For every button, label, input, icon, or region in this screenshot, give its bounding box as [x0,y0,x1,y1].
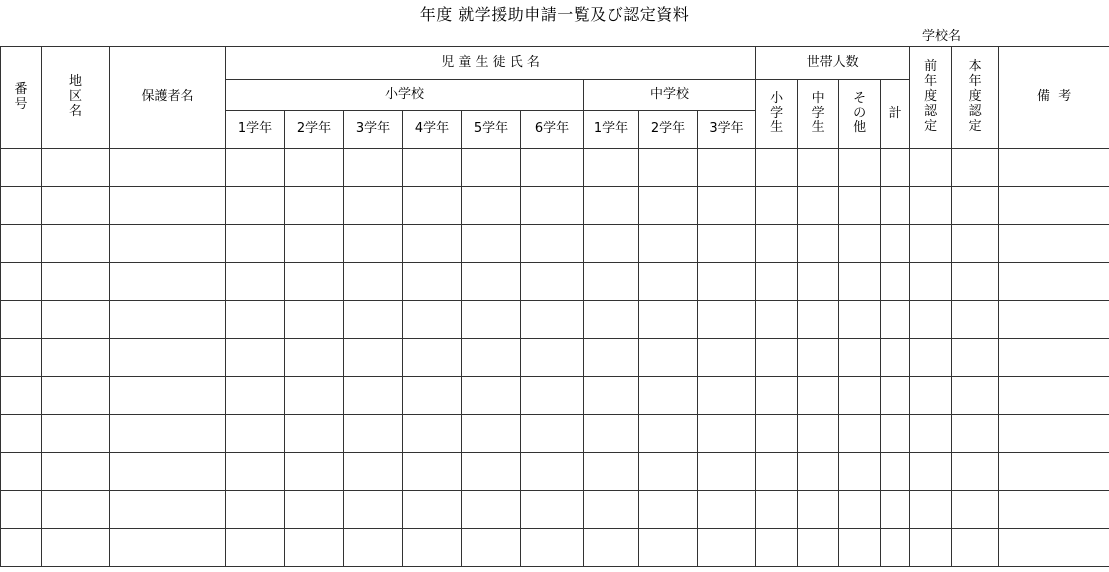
table-cell[interactable] [952,263,999,301]
header-elementary: 小学校 [226,80,584,111]
table-cell[interactable] [839,225,881,263]
table-cell[interactable] [881,187,910,225]
header-hh-junior-high: 中 学 生 [798,80,839,149]
table-cell[interactable] [462,415,521,453]
table-cell[interactable] [110,339,226,377]
table-cell[interactable] [952,339,999,377]
table-cell[interactable] [344,263,403,301]
table-cell[interactable] [1,225,42,263]
table-cell[interactable] [344,529,403,567]
table-cell[interactable] [584,491,639,529]
table-cell[interactable] [462,491,521,529]
table-cell[interactable] [285,453,344,491]
table-cell[interactable] [285,263,344,301]
table-cell[interactable] [110,263,226,301]
table-cell[interactable] [910,377,952,415]
table-cell[interactable] [698,149,756,187]
header-elem-grade-5: 5学年 [462,111,521,149]
table-cell[interactable] [798,225,839,263]
table-cell[interactable] [521,225,584,263]
table-cell[interactable] [521,263,584,301]
table-cell[interactable] [756,263,798,301]
table-cell[interactable] [403,491,462,529]
header-elem-grade-2: 2学年 [285,111,344,149]
table-cell[interactable] [798,149,839,187]
table-row [1,491,1109,529]
table-cell[interactable] [756,453,798,491]
table-cell[interactable] [285,491,344,529]
table-cell[interactable] [756,149,798,187]
table-row [1,339,1109,377]
table-cell[interactable] [403,263,462,301]
table-cell[interactable] [462,187,521,225]
table-cell[interactable] [798,187,839,225]
table-cell[interactable] [756,491,798,529]
table-row [1,301,1109,339]
table-cell[interactable] [584,339,639,377]
table-cell[interactable] [698,377,756,415]
table-cell[interactable] [226,263,285,301]
table-cell[interactable] [285,529,344,567]
table-cell[interactable] [999,225,1109,263]
table-cell[interactable] [639,529,698,567]
table-cell[interactable] [584,453,639,491]
table-cell[interactable] [756,529,798,567]
table-cell[interactable] [798,529,839,567]
table-cell[interactable] [1,149,42,187]
table-cell[interactable] [584,225,639,263]
table-cell[interactable] [910,263,952,301]
table-cell[interactable] [285,339,344,377]
table-cell[interactable] [42,491,110,529]
table-row [1,149,1109,187]
table-cell[interactable] [639,149,698,187]
table-cell[interactable] [698,491,756,529]
table-cell[interactable] [110,225,226,263]
table-cell[interactable] [881,491,910,529]
table-cell[interactable] [462,225,521,263]
table-cell[interactable] [881,377,910,415]
table-cell[interactable] [226,529,285,567]
table-cell[interactable] [698,415,756,453]
table-cell[interactable] [110,453,226,491]
table-cell[interactable] [403,339,462,377]
table-cell[interactable] [910,415,952,453]
table-cell[interactable] [839,491,881,529]
table-cell[interactable] [698,187,756,225]
table-cell[interactable] [403,225,462,263]
table-cell[interactable] [910,529,952,567]
table-cell[interactable] [110,187,226,225]
table-cell[interactable] [344,415,403,453]
table-cell[interactable] [226,225,285,263]
table-cell[interactable] [839,415,881,453]
table-cell[interactable] [110,491,226,529]
table-row [1,225,1109,263]
header-hh-total: 計 [881,80,910,149]
table-cell[interactable] [344,225,403,263]
table-cell[interactable] [285,301,344,339]
table-cell[interactable] [999,415,1109,453]
table-cell[interactable] [910,149,952,187]
header-prev-year: 前 年 度 認 定 [910,47,952,149]
table-cell[interactable] [462,263,521,301]
table-cell[interactable] [521,339,584,377]
table-cell[interactable] [698,225,756,263]
table-row [1,453,1109,491]
table-cell[interactable] [226,187,285,225]
table-cell[interactable] [584,529,639,567]
table-cell[interactable] [698,301,756,339]
header-student-name: 児 童 生 徒 氏 名 [226,47,756,80]
header-elem-grade-1: 1学年 [226,111,285,149]
table-cell[interactable] [999,453,1109,491]
table-cell[interactable] [226,491,285,529]
table-cell[interactable] [698,339,756,377]
table-cell[interactable] [462,339,521,377]
table-cell[interactable] [910,453,952,491]
table-cell[interactable] [881,529,910,567]
table-cell[interactable] [1,339,42,377]
header-remarks: 備 考 [999,47,1109,149]
page-title: 年度 就学援助申請一覧及び認定資料 [419,5,690,24]
table-cell[interactable] [1,453,42,491]
header-junior-high: 中学校 [584,80,756,111]
table-cell[interactable] [639,377,698,415]
table-cell[interactable] [226,453,285,491]
table-cell[interactable] [910,491,952,529]
header-elem-grade-4: 4学年 [403,111,462,149]
table-cell[interactable] [839,339,881,377]
table-cell[interactable] [344,149,403,187]
table-cell[interactable] [881,225,910,263]
table-cell[interactable] [226,415,285,453]
table-cell[interactable] [839,301,881,339]
table-cell[interactable] [584,263,639,301]
table-cell[interactable] [999,263,1109,301]
table-cell[interactable] [639,339,698,377]
header-elem-grade-3: 3学年 [344,111,403,149]
table-cell[interactable] [403,187,462,225]
header-jh-grade-2: 2学年 [639,111,698,149]
table-cell[interactable] [584,149,639,187]
table-cell[interactable] [839,149,881,187]
table-cell[interactable] [999,377,1109,415]
table-cell[interactable] [1,491,42,529]
table-cell[interactable] [798,415,839,453]
table-cell[interactable] [999,529,1109,567]
table-cell[interactable] [584,301,639,339]
table-cell[interactable] [756,415,798,453]
school-name-label: 学校名 [922,29,962,44]
table-cell[interactable] [584,415,639,453]
table-cell[interactable] [798,339,839,377]
table-cell[interactable] [952,529,999,567]
table-cell[interactable] [521,491,584,529]
table-cell[interactable] [285,225,344,263]
table-cell[interactable] [756,377,798,415]
table-cell[interactable] [42,453,110,491]
table-cell[interactable] [110,529,226,567]
table-cell[interactable] [952,491,999,529]
table-cell[interactable] [1,301,42,339]
table-cell[interactable] [462,301,521,339]
table-cell[interactable] [226,339,285,377]
table-cell[interactable] [999,491,1109,529]
header-hh-elementary: 小 学 生 [756,80,798,149]
table-cell[interactable] [798,301,839,339]
table-cell[interactable] [756,225,798,263]
table-cell[interactable] [110,301,226,339]
table-cell[interactable] [910,187,952,225]
table-cell[interactable] [42,377,110,415]
table-cell[interactable] [952,149,999,187]
table-cell[interactable] [999,149,1109,187]
table-cell[interactable] [403,301,462,339]
table-cell[interactable] [462,149,521,187]
table-row [1,529,1109,567]
table-cell[interactable] [698,529,756,567]
table-cell[interactable] [42,415,110,453]
table-cell[interactable] [344,187,403,225]
table-cell[interactable] [521,301,584,339]
table-cell[interactable] [285,149,344,187]
table-cell[interactable] [521,149,584,187]
table-cell[interactable] [881,301,910,339]
table-cell[interactable] [462,453,521,491]
table-cell[interactable] [462,529,521,567]
table-cell[interactable] [639,415,698,453]
table-cell[interactable] [1,263,42,301]
table-cell[interactable] [839,187,881,225]
table-cell[interactable] [999,187,1109,225]
table-cell[interactable] [798,491,839,529]
table-cell[interactable] [403,529,462,567]
table-cell[interactable] [42,301,110,339]
table-cell[interactable] [42,149,110,187]
table-cell[interactable] [639,187,698,225]
table-cell[interactable] [584,377,639,415]
table-cell[interactable] [403,377,462,415]
table-cell[interactable] [952,415,999,453]
table-cell[interactable] [42,529,110,567]
table-cell[interactable] [798,263,839,301]
header-district: 地 区 名 [42,47,110,149]
header-hh-other: そ の 他 [839,80,881,149]
table-row [1,415,1109,453]
table-cell[interactable] [639,301,698,339]
table-cell[interactable] [403,149,462,187]
table-cell[interactable] [1,187,42,225]
table-cell[interactable] [952,377,999,415]
table-cell[interactable] [344,301,403,339]
table-cell[interactable] [910,339,952,377]
header-number: 番 号 [1,47,42,149]
table-cell[interactable] [839,377,881,415]
table-cell[interactable] [910,301,952,339]
table-cell[interactable] [698,453,756,491]
table-cell[interactable] [285,377,344,415]
table-cell[interactable] [881,415,910,453]
table-cell[interactable] [285,415,344,453]
table-cell[interactable] [910,225,952,263]
table-cell[interactable] [344,377,403,415]
table-cell[interactable] [1,377,42,415]
table-cell[interactable] [639,491,698,529]
table-cell[interactable] [344,339,403,377]
table-cell[interactable] [344,491,403,529]
table-cell[interactable] [756,187,798,225]
table-cell[interactable] [839,453,881,491]
table-cell[interactable] [42,225,110,263]
table-cell[interactable] [110,377,226,415]
table-cell[interactable] [285,187,344,225]
table-cell[interactable] [952,187,999,225]
table-cell[interactable] [42,187,110,225]
table-cell[interactable] [881,263,910,301]
table-cell[interactable] [521,529,584,567]
header-jh-grade-1: 1学年 [584,111,639,149]
table-cell[interactable] [999,301,1109,339]
header-household: 世帯人数 [756,47,910,80]
table-cell[interactable] [521,187,584,225]
table-cell[interactable] [1,529,42,567]
application-table [0,46,1109,567]
table-cell[interactable] [521,377,584,415]
header-jh-grade-3: 3学年 [698,111,756,149]
table-cell[interactable] [952,453,999,491]
table-cell[interactable] [226,301,285,339]
table-cell[interactable] [639,453,698,491]
header-elem-grade-6: 6学年 [521,111,584,149]
table-cell[interactable] [110,149,226,187]
table-row [1,263,1109,301]
table-cell[interactable] [639,263,698,301]
table-cell[interactable] [798,377,839,415]
table-cell[interactable] [584,187,639,225]
table-cell[interactable] [756,301,798,339]
header-guardian: 保護者名 [110,47,226,149]
table-cell[interactable] [42,263,110,301]
table-cell[interactable] [952,225,999,263]
table-row [1,187,1109,225]
table-cell[interactable] [839,263,881,301]
table-cell[interactable] [226,149,285,187]
table-cell[interactable] [999,339,1109,377]
table-cell[interactable] [881,339,910,377]
table-cell[interactable] [462,377,521,415]
table-cell[interactable] [1,415,42,453]
table-cell[interactable] [521,415,584,453]
table-cell[interactable] [344,453,403,491]
table-cell[interactable] [881,149,910,187]
table-cell[interactable] [698,263,756,301]
header-this-year: 本 年 度 認 定 [952,47,999,149]
table-row [1,377,1109,415]
table-cell[interactable] [110,415,226,453]
table-cell[interactable] [403,415,462,453]
table-cell[interactable] [881,453,910,491]
table-cell[interactable] [839,529,881,567]
table-cell[interactable] [226,377,285,415]
table-cell[interactable] [952,301,999,339]
table-cell[interactable] [42,339,110,377]
table-cell[interactable] [798,453,839,491]
table-cell[interactable] [639,225,698,263]
table-cell[interactable] [521,453,584,491]
table-cell[interactable] [403,453,462,491]
table-cell[interactable] [756,339,798,377]
